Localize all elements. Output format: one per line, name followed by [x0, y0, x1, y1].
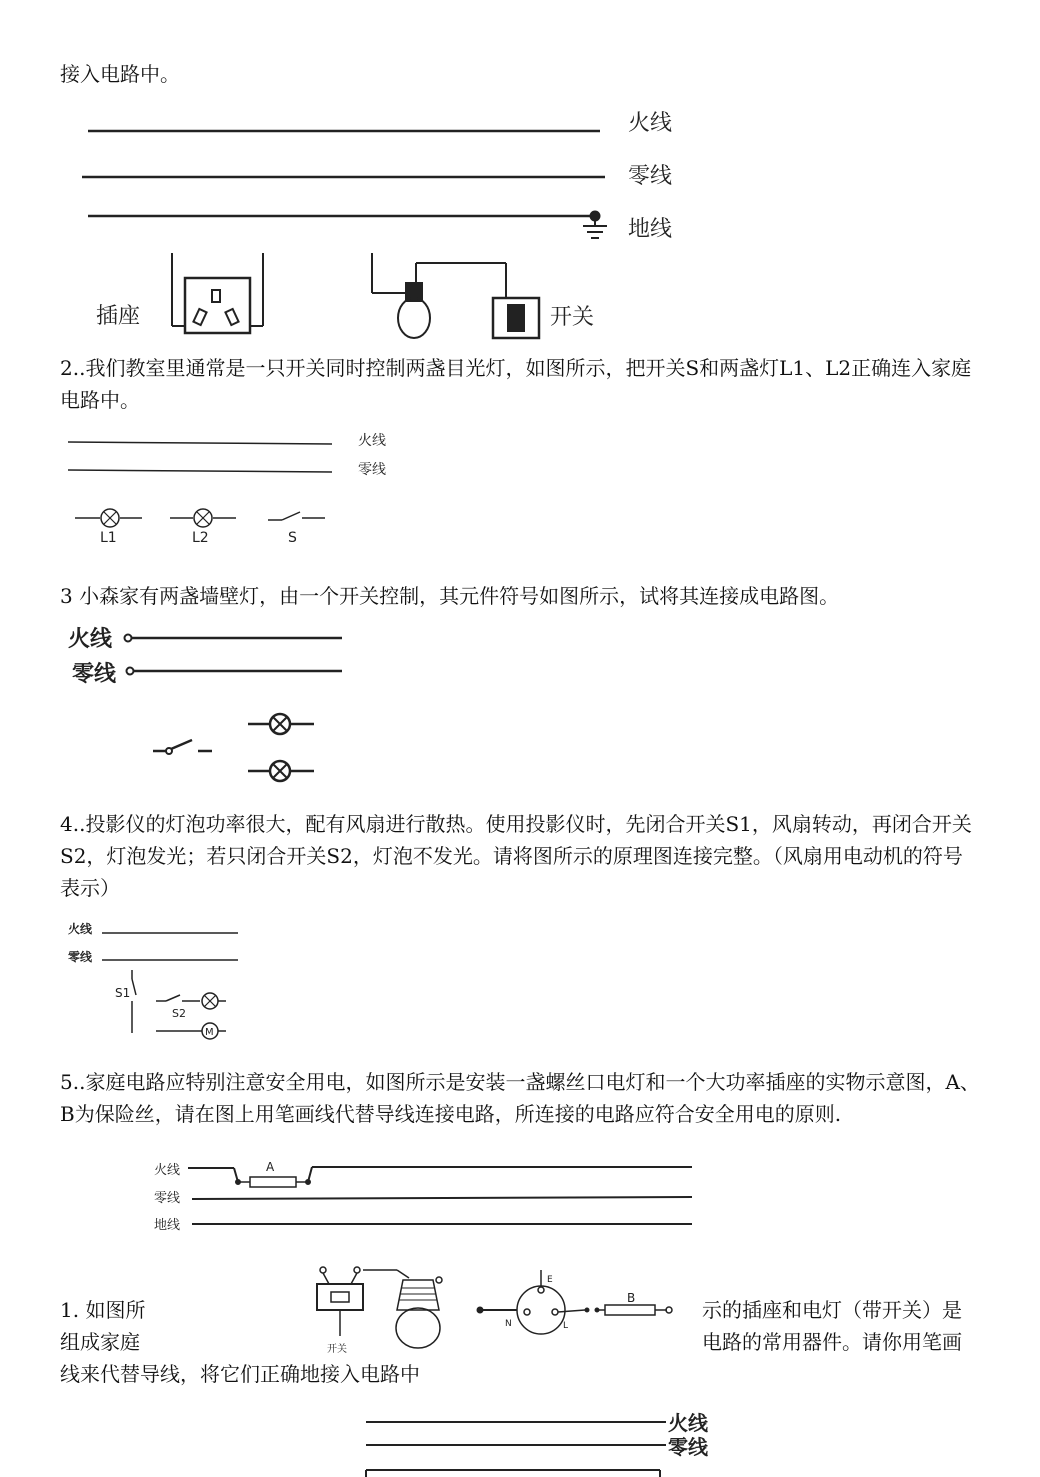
fig4-s2-label: S2: [172, 1007, 186, 1020]
fig5-ground-label: 地线: [154, 1218, 181, 1233]
fig1-ground-label: 地线: [628, 217, 673, 242]
figure-4-projector-circuit: [60, 915, 260, 1045]
fig1-neutral-label: 零线: [628, 164, 673, 189]
fig2-neutral-label: 零线: [358, 462, 386, 478]
figure-7-wires: [360, 1412, 720, 1477]
question-1-left-b: 组成家庭: [60, 1330, 140, 1354]
question-1-line-3: 线来代替导线，将它们正确地接入电路中: [60, 1362, 420, 1386]
fig1-live-label: 火线: [628, 111, 673, 136]
fig5-neutral-label: 零线: [154, 1191, 181, 1206]
fig5-live-label: 火线: [154, 1163, 181, 1178]
fig3-live-label: 火线: [68, 627, 113, 652]
fig1-switch-label: 开关: [550, 305, 595, 330]
fig6-l-label: L: [563, 1321, 569, 1331]
question-1-right-a: 示的插座和电灯（带开关）是: [702, 1298, 962, 1322]
question-3: 3 小森家有两盏墙壁灯，由一个开关控制，其元件符号如图所示，试将其连接成电路图。: [60, 584, 840, 608]
figure-1-household-wiring: [60, 98, 700, 348]
fig6-fuse-b-label: B: [627, 1291, 636, 1305]
text-line-0: 接入电路中。: [60, 62, 180, 86]
question-1-left-a: 1. 如图所: [60, 1298, 146, 1322]
question-4: 4..投影仪的灯泡功率很大，配有风扇进行散热。使用投影仪时，先闭合开关S1，风扇转动，再闭合开关S2，灯泡发光；若只闭合开关S2，灯泡不发光。请将图所示的原理图连接完整。（风扇用电动机的符号表示）: [60, 812, 972, 900]
figure-3-wall-lamps: [60, 618, 370, 793]
fig1-socket-label: 插座: [96, 304, 141, 329]
fig4-neutral-label: 零线: [68, 950, 93, 964]
question-1-right-b: 电路的常用器件。请你用笔画: [702, 1330, 962, 1354]
figure-2-lamps-switch: [60, 430, 405, 560]
figure-6-devices: [305, 1258, 685, 1358]
fig7-live-label: 火线: [668, 1412, 708, 1435]
fig6-e-label: E: [547, 1275, 553, 1285]
fig2-live-label: 火线: [358, 433, 386, 449]
fig2-l1-label: L1: [100, 530, 117, 546]
fig2-s-label: S: [288, 530, 297, 546]
fig7-neutral-label: 零线: [668, 1435, 708, 1459]
fig6-n-label: N: [505, 1319, 512, 1329]
fig4-motor-label: M: [205, 1027, 214, 1038]
fig3-neutral-label: 零线: [72, 662, 117, 687]
figure-5-three-wires: [150, 1156, 710, 1236]
question-5: 5..家庭电路应特别注意安全用电，如图所示是安装一盏螺丝口电灯和一个大功率插座的实物示意图，A、B为保险丝，请在图上用笔画线代替导线连接电路，所连接的电路应符合安全用电的原则.: [60, 1070, 980, 1126]
fig2-l2-label: L2: [192, 530, 209, 546]
fig4-s1-label: S1: [115, 986, 131, 1000]
fig5-fuse-a-label: A: [266, 1160, 275, 1174]
fig4-live-label: 火线: [68, 922, 93, 936]
question-2: 2..我们教室里通常是一只开关同时控制两盏目光灯，如图所示，把开关S和两盏灯L1、L2正确连入家庭电路中。: [60, 356, 972, 412]
fig6-switch-label: 开关: [327, 1344, 347, 1355]
